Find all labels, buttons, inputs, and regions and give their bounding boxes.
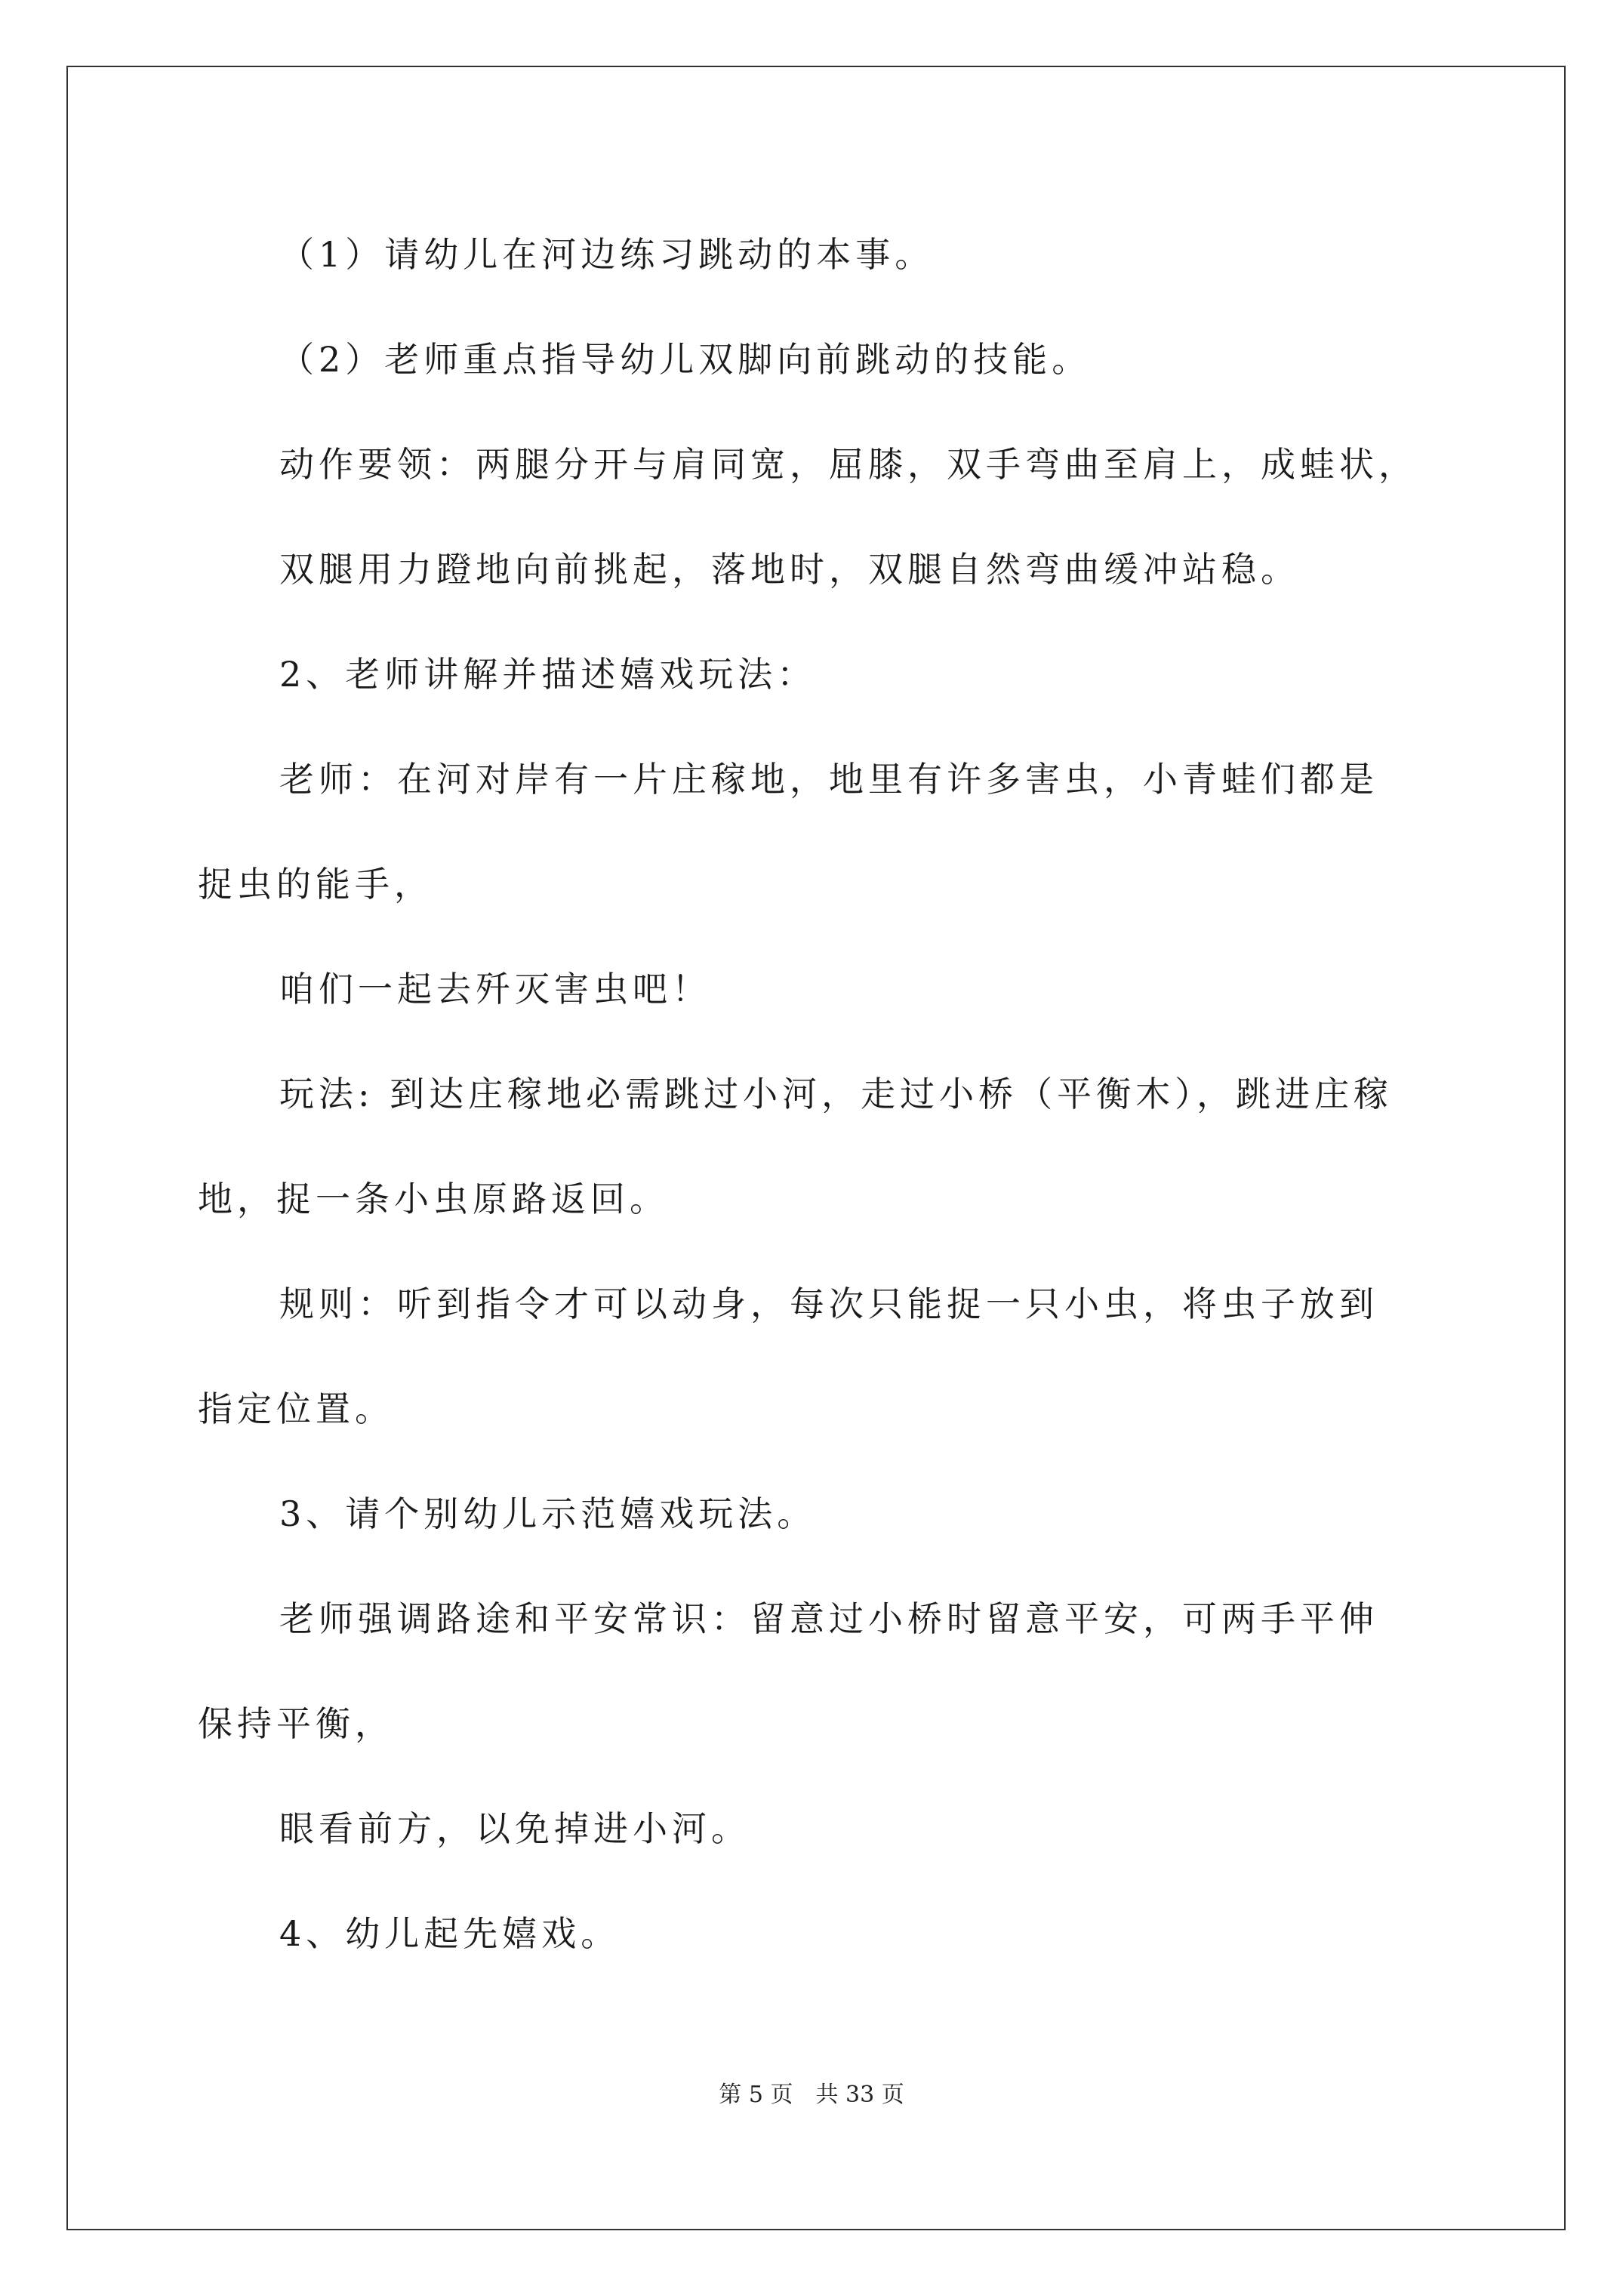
text-line: 双腿用力蹬地向前挑起，落地时，双腿自然弯曲缓冲站稳。 [279,549,1300,590]
text-line: （2）老师重点指导幼儿双脚向前跳动的技能。 [279,339,1092,380]
text-line: 玩法: 到达庄稼地必需跳过小河，走过小桥（平衡木），跳进庄稼 [279,1074,1394,1114]
text-line: （1）请幼儿在河边练习跳动的本事。 [279,234,935,275]
text-line: 老师：在河对岸有一片庄稼地，地里有许多害虫，小青蛙们都是 [279,759,1378,800]
text-line: 3、请个别幼儿示范嬉戏玩法。 [279,1493,817,1534]
text-line: 地，捉一条小虫原路返回。 [198,1179,669,1219]
text-line: 指定位置。 [198,1388,394,1429]
text-line: 规则：听到指令才可以动身，每次只能捉一只小虫，将虫子放到 [279,1284,1378,1324]
text-line: 捉虫的能手， [198,864,433,905]
text-line: 咱们一起去歼灭害虫吧！ [279,969,711,1009]
text-line: 4、幼儿起先嬉戏。 [279,1913,621,1954]
page-border [66,66,1566,2230]
text-line: 眼看前方，以免掉进小河。 [279,1808,750,1849]
text-line: 老师强调路途和平安常识：留意过小桥时留意平安，可两手平伸 [279,1598,1378,1639]
text-line: 保持平衡， [198,1703,394,1744]
text-line: 2、老师讲解并描述嬉戏玩法： [279,654,817,695]
page-number-footer: 第 5 页 共 33 页 [719,2082,904,2108]
text-line: 动作要领：两腿分开与肩同宽，屈膝，双手弯曲至肩上，成蛙状， [279,444,1418,485]
